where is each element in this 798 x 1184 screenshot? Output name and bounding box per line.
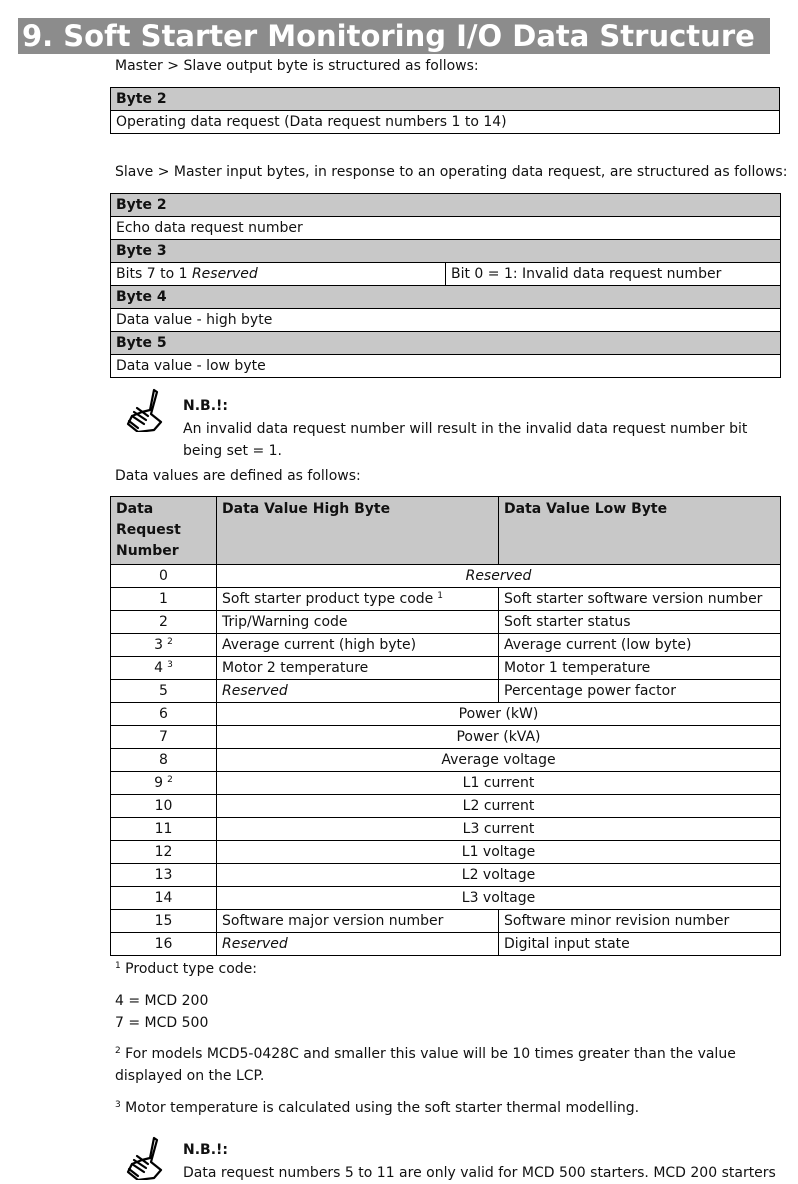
request-number-cell: 1	[111, 588, 217, 611]
input-bytes-table	[110, 193, 781, 378]
byte2-value: Echo data request number	[111, 217, 781, 240]
request-number-cell: 0	[111, 565, 217, 588]
product-code-mcd500: 7 = MCD 500	[115, 1015, 209, 1031]
nb2-title: N.B.!:	[183, 1142, 229, 1158]
output-byte-table	[110, 87, 780, 134]
byte2-label: Byte 2	[111, 194, 781, 217]
footnote-2-marker: 2	[115, 1046, 121, 1056]
high-byte-cell: Reserved	[217, 680, 499, 703]
footnote-1-text: Product type code:	[120, 961, 257, 977]
request-number-cell: 2	[111, 611, 217, 634]
request-number-cell: 9 $^2$	[111, 772, 217, 795]
table-row	[111, 910, 781, 933]
nb2-text: Data request numbers 5 to 11 are only valid for MCD 500 starters. MCD 200 starters	[183, 1165, 776, 1181]
byte5-label: Byte 5	[111, 332, 781, 355]
table-row	[111, 818, 781, 841]
merged-value-cell: L3 current	[217, 818, 781, 841]
table-row	[111, 680, 781, 703]
low-byte-cell: Software minor revision number	[499, 910, 781, 933]
request-number-cell: 14	[111, 887, 217, 910]
merged-value-cell: L1 current	[217, 772, 781, 795]
table-row	[111, 887, 781, 910]
high-byte-cell: Reserved	[217, 933, 499, 956]
high-byte-cell: Software major version number	[217, 910, 499, 933]
data-values-intro: Data values are defined as follows:	[115, 468, 361, 484]
high-byte-cell: Soft starter product type code $^1$	[217, 588, 499, 611]
byte4-value: Data value - high byte	[111, 309, 781, 332]
high-byte-cell: Average current (high byte)	[217, 634, 499, 657]
table-row	[111, 772, 781, 795]
request-number-cell: 8	[111, 749, 217, 772]
merged-value-cell: L2 voltage	[217, 864, 781, 887]
data-values-table	[110, 496, 781, 956]
table-row	[111, 749, 781, 772]
merged-value-cell: Power (kW)	[217, 703, 781, 726]
pointing-hand-icon	[124, 388, 164, 432]
byte3-right: Bit 0 = 1: Invalid data request number	[446, 263, 781, 286]
request-number-cell: 11	[111, 818, 217, 841]
low-byte-cell: Average current (low byte)	[499, 634, 781, 657]
input-intro: Slave > Master input bytes, in response to an operating data request, are structured as follows:	[115, 164, 788, 180]
merged-value-cell: L3 voltage	[217, 887, 781, 910]
low-byte-cell: Digital input state	[499, 933, 781, 956]
footnote-1	[115, 958, 257, 980]
nb1-text: An invalid data request number will result in the invalid data request number bit being set = 1.	[183, 421, 748, 459]
table-row	[111, 565, 781, 588]
low-byte-cell: Soft starter status	[499, 611, 781, 634]
request-number-cell: 3 $^2$	[111, 634, 217, 657]
low-byte-cell: Percentage power factor	[499, 680, 781, 703]
table-row	[111, 588, 781, 611]
byte3-label: Byte 3	[111, 240, 781, 263]
header-high-byte: Data Value High Byte	[217, 497, 499, 565]
request-number-cell: 15	[111, 910, 217, 933]
table-row	[111, 634, 781, 657]
byte5-value: Data value - low byte	[111, 355, 781, 378]
byte4-label: Byte 4	[111, 286, 781, 309]
product-code-mcd200: 4 = MCD 200	[115, 993, 209, 1009]
merged-value-cell: Average voltage	[217, 749, 781, 772]
header-low-byte: Data Value Low Byte	[499, 497, 781, 565]
footnote-3	[115, 1097, 639, 1119]
footnote-3-text: Motor temperature is calculated using the soft starter thermal modelling.	[120, 1100, 640, 1116]
request-number-cell: 10	[111, 795, 217, 818]
page-title: 9. Soft Starter Monitoring I/O Data Structure	[18, 18, 770, 54]
byte2-label: Byte 2	[111, 88, 780, 111]
merged-value-cell: L1 voltage	[217, 841, 781, 864]
footnote-2	[115, 1043, 775, 1087]
table-row	[111, 841, 781, 864]
merged-value-cell: Power (kVA)	[217, 726, 781, 749]
footnote-2-text: For models MCD5-0428C and smaller this value will be 10 times greater than the value displayed on the LCP.	[115, 1046, 736, 1084]
request-number-cell: 13	[111, 864, 217, 887]
high-byte-cell: Trip/Warning code	[217, 611, 499, 634]
nb1-title: N.B.!:	[183, 398, 229, 414]
footnote-3-marker: 3	[115, 1100, 121, 1110]
table-row	[111, 611, 781, 634]
request-number-cell: 7	[111, 726, 217, 749]
table-row	[111, 795, 781, 818]
merged-value-cell: Reserved	[217, 565, 781, 588]
pointing-hand-icon	[124, 1136, 164, 1180]
low-byte-cell: Motor 1 temperature	[499, 657, 781, 680]
footnote-1-marker: 1	[115, 961, 121, 971]
byte3-left-reserved: Reserved	[191, 266, 258, 282]
request-number-cell: 12	[111, 841, 217, 864]
header-request-number: Data Request Number	[111, 497, 217, 565]
byte2-value: Operating data request (Data request numbers 1 to 14)	[111, 111, 780, 134]
table-row	[111, 726, 781, 749]
table-row	[111, 864, 781, 887]
table-row	[111, 657, 781, 680]
request-number-cell: 5	[111, 680, 217, 703]
byte3-left-prefix: Bits 7 to 1	[116, 266, 192, 282]
request-number-cell: 6	[111, 703, 217, 726]
merged-value-cell: L2 current	[217, 795, 781, 818]
request-number-cell: 16	[111, 933, 217, 956]
table-row	[111, 933, 781, 956]
table-row	[111, 703, 781, 726]
request-number-cell: 4 $^3$	[111, 657, 217, 680]
output-intro: Master > Slave output byte is structured as follows:	[115, 58, 479, 74]
low-byte-cell: Soft starter software version number	[499, 588, 781, 611]
byte3-left	[111, 263, 446, 286]
high-byte-cell: Motor 2 temperature	[217, 657, 499, 680]
